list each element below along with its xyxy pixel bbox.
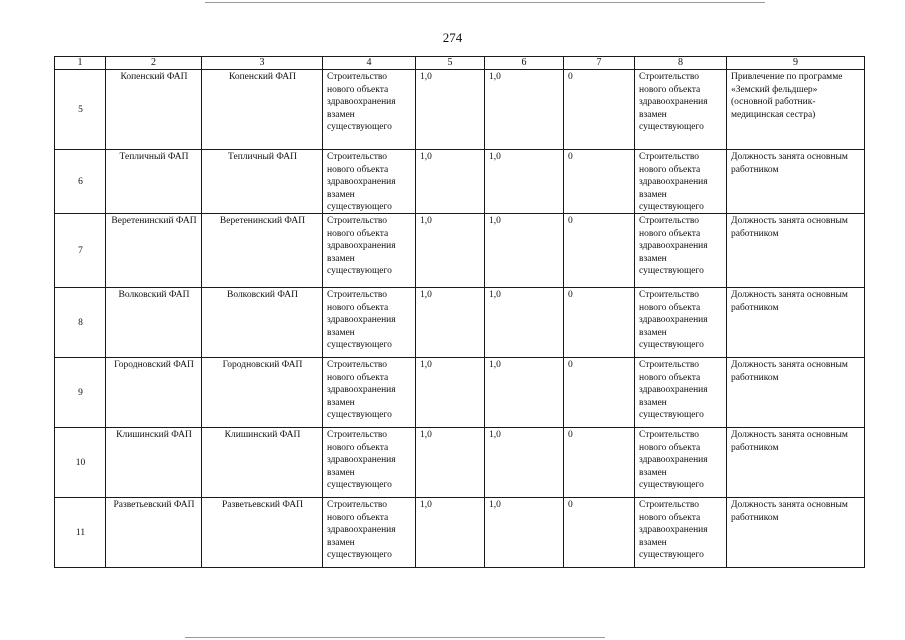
page-number: 274 — [442, 30, 463, 45]
staffing-note: Должность занята основным работником — [727, 428, 865, 498]
value-col5: 1,0 — [416, 70, 485, 150]
value-col5: 1,0 — [416, 288, 485, 358]
staffing-note: Должность занята основным работником — [727, 214, 865, 288]
row-number: 7 — [55, 214, 106, 288]
measure-action: Строительство нового объекта здравоохранения взамен существующего — [635, 214, 727, 288]
value-col7: 0 — [564, 358, 635, 428]
table-header-row — [55, 57, 865, 70]
column-header-3: 3 — [202, 57, 323, 70]
value-col7: 0 — [564, 288, 635, 358]
facility-name: Тепличный ФАП — [106, 150, 202, 214]
value-col7: 0 — [564, 150, 635, 214]
value-col7: 0 — [564, 214, 635, 288]
staffing-note: Должность занята основным работником — [727, 498, 865, 568]
column-header-5: 5 — [416, 57, 485, 70]
table-row — [55, 288, 865, 358]
table-row — [55, 428, 865, 498]
facility-object: Копенский ФАП — [202, 70, 323, 150]
table-row — [55, 150, 865, 214]
column-header-9: 9 — [727, 57, 865, 70]
row-number: 9 — [55, 358, 106, 428]
row-number: 6 — [55, 150, 106, 214]
facility-object: Городновский ФАП — [202, 358, 323, 428]
staffing-note: Должность занята основным работником — [727, 358, 865, 428]
measure-action: Строительство нового объекта здравоохранения взамен существующего — [635, 358, 727, 428]
facility-object: Тепличный ФАП — [202, 150, 323, 214]
facility-object: Разветьевский ФАП — [202, 498, 323, 568]
planned-action: Строительство нового объекта здравоохранения взамен существующего — [323, 428, 416, 498]
measure-action: Строительство нового объекта здравоохранения взамен существующего — [635, 150, 727, 214]
column-header-4: 4 — [323, 57, 416, 70]
value-col7: 0 — [564, 498, 635, 568]
value-col6: 1,0 — [485, 428, 564, 498]
staffing-note: Должность занята основным работником — [727, 150, 865, 214]
facility-name: Копенский ФАП — [106, 70, 202, 150]
column-header-1: 1 — [55, 57, 106, 70]
planned-action: Строительство нового объекта здравоохранения взамен существующего — [323, 358, 416, 428]
measure-action: Строительство нового объекта здравоохранения взамен существующего — [635, 428, 727, 498]
facility-name: Городновский ФАП — [106, 358, 202, 428]
value-col5: 1,0 — [416, 214, 485, 288]
planned-action: Строительство нового объекта здравоохранения взамен существующего — [323, 498, 416, 568]
value-col6: 1,0 — [485, 358, 564, 428]
planned-action: Строительство нового объекта здравоохранения взамен существующего — [323, 150, 416, 214]
fap-table — [54, 56, 865, 568]
value-col6: 1,0 — [485, 214, 564, 288]
value-col6: 1,0 — [485, 498, 564, 568]
measure-action: Строительство нового объекта здравоохранения взамен существующего — [635, 288, 727, 358]
staffing-note: Должность занята основным работником — [727, 288, 865, 358]
value-col6: 1,0 — [485, 288, 564, 358]
scan-artifact-top-line — [205, 2, 765, 3]
planned-action: Строительство нового объекта здравоохранения взамен существующего — [323, 214, 416, 288]
column-header-6: 6 — [485, 57, 564, 70]
facility-name: Разветьевский ФАП — [106, 498, 202, 568]
facility-object: Волковский ФАП — [202, 288, 323, 358]
value-col7: 0 — [564, 428, 635, 498]
row-number: 5 — [55, 70, 106, 150]
facility-name: Веретенинский ФАП — [106, 214, 202, 288]
staffing-note: Привлечение по программе «Земский фельдшер» (основной работник- медицинская сестра) — [727, 70, 865, 150]
column-header-7: 7 — [564, 57, 635, 70]
value-col5: 1,0 — [416, 428, 485, 498]
facility-object: Веретенинский ФАП — [202, 214, 323, 288]
table-row — [55, 214, 865, 288]
planned-action: Строительство нового объекта здравоохранения взамен существующего — [323, 288, 416, 358]
column-header-2: 2 — [106, 57, 202, 70]
row-number: 8 — [55, 288, 106, 358]
facility-object: Клишинский ФАП — [202, 428, 323, 498]
value-col6: 1,0 — [485, 150, 564, 214]
row-number: 11 — [55, 498, 106, 568]
value-col5: 1,0 — [416, 150, 485, 214]
measure-action: Строительство нового объекта здравоохранения взамен существующего — [635, 70, 727, 150]
value-col7: 0 — [564, 70, 635, 150]
table-row — [55, 498, 865, 568]
facility-name: Волковский ФАП — [106, 288, 202, 358]
value-col6: 1,0 — [485, 70, 564, 150]
facility-name: Клишинский ФАП — [106, 428, 202, 498]
planned-action: Строительство нового объекта здравоохранения взамен существующего — [323, 70, 416, 150]
scan-artifact-bottom-line — [185, 637, 605, 638]
table-row — [55, 70, 865, 150]
table-row — [55, 358, 865, 428]
measure-action: Строительство нового объекта здравоохранения взамен существующего — [635, 498, 727, 568]
value-col5: 1,0 — [416, 498, 485, 568]
row-number: 10 — [55, 428, 106, 498]
value-col5: 1,0 — [416, 358, 485, 428]
column-header-8: 8 — [635, 57, 727, 70]
